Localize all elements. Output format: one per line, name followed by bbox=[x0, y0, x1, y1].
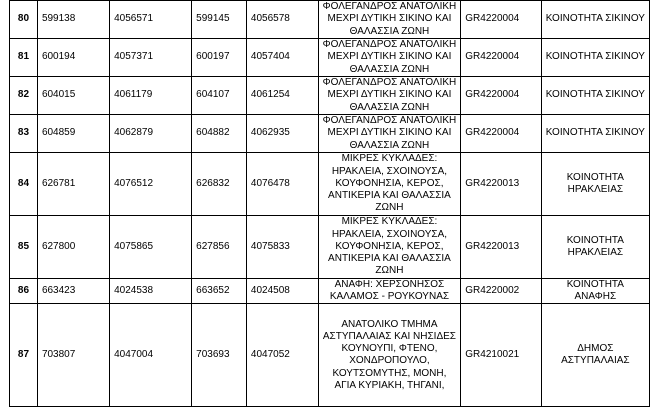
x2-coordinate: 599145 bbox=[192, 1, 247, 39]
community-line: ΚΟΙΝΟΤΗΤΑ ΣΙΚΙΝΟΥ bbox=[545, 89, 645, 101]
row-number: 85 bbox=[10, 216, 38, 279]
area-line: ΘΑΛΑΣΣΙΑ ΖΩΝΗ bbox=[349, 63, 430, 75]
community-name bbox=[541, 216, 649, 279]
area-description bbox=[318, 1, 461, 39]
area-line: ΑΣΤΥΠΑΛΑΙΑΣ ΚΑΙ ΝΗΣΙΔΕΣ bbox=[322, 331, 456, 342]
x2-coordinate: 604107 bbox=[192, 77, 247, 115]
community-name bbox=[541, 153, 649, 216]
community-line: ΑΝΑΦΗΣ bbox=[574, 291, 617, 303]
community-line: ΔΗΜΟΣ bbox=[577, 343, 614, 355]
y2-coordinate: 4057404 bbox=[246, 39, 318, 77]
y1-coordinate: 4062879 bbox=[110, 115, 192, 153]
area-line: ΚΟΥΝΟΥΠΙ, ΦΤΕΝΟ, bbox=[341, 343, 438, 355]
community-line: ΗΡΑΚΛΕΙΑΣ bbox=[567, 247, 624, 258]
x1-coordinate: 600194 bbox=[37, 39, 109, 77]
area-description bbox=[318, 153, 461, 216]
x2-coordinate: 663652 bbox=[192, 279, 247, 304]
site-code: GR4220004 bbox=[461, 115, 541, 153]
area-line: ΑΝΤΙΚΕΡΙΑ ΚΑΙ ΘΑΛΑΣΣΙΑ bbox=[328, 190, 451, 202]
area-description bbox=[318, 279, 461, 304]
area-line: ΜΕΧΡΙ ΔΥΤΙΚΗ ΣΙΚΙΝΟ ΚΑΙ bbox=[327, 89, 452, 101]
community-line: ΚΟΙΝΟΤΗΤΑ ΣΙΚΙΝΟΥ bbox=[545, 127, 645, 139]
area-line: ΦΟΛΕΓΑΝΔΡΟΣ ΑΝΑΤΟΛΙΚΗ bbox=[322, 1, 457, 13]
x2-coordinate: 600197 bbox=[192, 39, 247, 77]
area-line: ΜΙΚΡΕΣ ΚΥΚΛΑΔΕΣ: bbox=[341, 216, 438, 228]
y2-coordinate: 4047052 bbox=[246, 304, 318, 407]
y2-coordinate: 4061254 bbox=[246, 77, 318, 115]
community-line: ΗΡΑΚΛΕΙΑΣ bbox=[567, 184, 624, 195]
area-line: ΜΕΧΡΙ ΔΥΤΙΚΗ ΣΙΚΙΝΟ ΚΑΙ bbox=[327, 127, 452, 139]
x1-coordinate: 599138 bbox=[37, 1, 109, 39]
area-line: ΑΝΑΦΗ: ΧΕΡΣΟΝΗΣΟΣ bbox=[334, 279, 445, 290]
y1-coordinate: 4024538 bbox=[110, 279, 192, 304]
x2-coordinate: 626832 bbox=[192, 153, 247, 216]
area-line: ΑΓΙΑ ΚΥΡΙΑΚΗ, ΤΗΓΑΝΙ, bbox=[334, 379, 445, 391]
table-row bbox=[10, 153, 650, 216]
x1-coordinate: 627800 bbox=[37, 216, 109, 279]
row-number: 86 bbox=[10, 279, 38, 304]
area-description bbox=[318, 216, 461, 279]
area-line: ΜΕΧΡΙ ΔΥΤΙΚΗ ΣΙΚΙΝΟ ΚΑΙ bbox=[327, 51, 452, 63]
site-code: GR4220004 bbox=[461, 77, 541, 115]
table-row bbox=[10, 115, 650, 153]
y1-coordinate: 4057371 bbox=[110, 39, 192, 77]
x1-coordinate: 604859 bbox=[37, 115, 109, 153]
y2-coordinate: 4024508 bbox=[246, 279, 318, 304]
y1-coordinate: 4047004 bbox=[110, 304, 192, 407]
area-line: ΚΟΥΦΟΝΗΣΙΑ, ΚΕΡΟΣ, bbox=[335, 177, 444, 189]
area-line: ΚΟΥΦΟΝΗΣΙΑ, ΚΕΡΟΣ, bbox=[335, 240, 444, 252]
y2-coordinate: 4075833 bbox=[246, 216, 318, 279]
site-code: GR4220004 bbox=[461, 1, 541, 39]
y1-coordinate: 4075865 bbox=[110, 216, 192, 279]
row-number: 83 bbox=[10, 115, 38, 153]
community-name bbox=[541, 39, 649, 77]
community-line: ΚΟΙΝΟΤΗΤΑ ΣΙΚΙΝΟΥ bbox=[545, 13, 645, 25]
table-body bbox=[10, 1, 650, 407]
x2-coordinate: 703693 bbox=[192, 304, 247, 407]
community-name bbox=[541, 77, 649, 115]
area-line: ΖΩΝΗ bbox=[375, 202, 404, 214]
community-line: ΚΟΙΝΟΤΗΤΑ bbox=[566, 234, 624, 246]
area-description bbox=[318, 304, 461, 407]
area-description bbox=[318, 39, 461, 77]
x2-coordinate: 627856 bbox=[192, 216, 247, 279]
x2-coordinate: 604882 bbox=[192, 115, 247, 153]
community-name bbox=[541, 115, 649, 153]
table-row bbox=[10, 77, 650, 115]
area-line: ΦΟΛΕΓΑΝΔΡΟΣ ΑΝΑΤΟΛΙΚΗ bbox=[322, 77, 457, 89]
community-line: ΚΟΙΝΟΤΗΤΑ bbox=[566, 171, 624, 183]
area-line: ΗΡΑΚΛΕΙΑ, ΣΧΟΙΝΟΥΣΑ, bbox=[331, 165, 448, 177]
x1-coordinate: 703807 bbox=[37, 304, 109, 407]
area-line: ΑΝΑΤΟΛΙΚΟ ΤΜΗΜΑ bbox=[341, 318, 438, 330]
table-row bbox=[10, 304, 650, 407]
area-line: ΚΑΛΑΜΟΣ - ΡΟΥΚΟΥΝΑΣ bbox=[329, 291, 450, 303]
area-line: ΜΙΚΡΕΣ ΚΥΚΛΑΔΕΣ: bbox=[341, 153, 438, 165]
x1-coordinate: 626781 bbox=[37, 153, 109, 216]
coordinates-table bbox=[9, 0, 650, 407]
area-line: ΘΑΛΑΣΣΙΑ ΖΩΝΗ bbox=[349, 101, 430, 113]
y1-coordinate: 4076512 bbox=[110, 153, 192, 216]
site-code: GR4220013 bbox=[461, 153, 541, 216]
table-row bbox=[10, 216, 650, 279]
community-name bbox=[541, 304, 649, 407]
x1-coordinate: 663423 bbox=[37, 279, 109, 304]
area-description bbox=[318, 115, 461, 153]
site-code: GR4220004 bbox=[461, 39, 541, 77]
site-code: GR4220013 bbox=[461, 216, 541, 279]
area-line: ΗΡΑΚΛΕΙΑ, ΣΧΟΙΝΟΥΣΑ, bbox=[331, 228, 448, 240]
area-line: ΦΟΛΕΓΑΝΔΡΟΣ ΑΝΑΤΟΛΙΚΗ bbox=[322, 115, 457, 127]
site-code: GR4210021 bbox=[461, 304, 541, 407]
y1-coordinate: 4056571 bbox=[110, 1, 192, 39]
y1-coordinate: 4061179 bbox=[110, 77, 192, 115]
area-description bbox=[318, 77, 461, 115]
area-line: ΘΑΛΑΣΣΙΑ ΖΩΝΗ bbox=[349, 25, 430, 37]
table-row bbox=[10, 39, 650, 77]
community-line: ΑΣΤΥΠΑΛΑΙΑΣ bbox=[561, 355, 630, 367]
row-number: 80 bbox=[10, 1, 38, 39]
area-line: ΦΟΛΕΓΑΝΔΡΟΣ ΑΝΑΤΟΛΙΚΗ bbox=[322, 39, 457, 51]
community-name bbox=[541, 279, 649, 304]
area-line: ΚΟΥΤΣΟΜΥΤΗΣ, ΜΟΝΗ, bbox=[332, 367, 447, 379]
area-line: ΘΑΛΑΣΣΙΑ ΖΩΝΗ bbox=[349, 139, 430, 151]
area-line: ΖΩΝΗ bbox=[375, 265, 404, 277]
area-line: ΑΝΤΙΚΕΡΙΑ ΚΑΙ ΘΑΛΑΣΣΙΑ bbox=[328, 253, 451, 265]
community-line: ΚΟΙΝΟΤΗΤΑ bbox=[566, 279, 624, 290]
row-number: 87 bbox=[10, 304, 38, 407]
y2-coordinate: 4062935 bbox=[246, 115, 318, 153]
area-line: ΜΕΧΡΙ ΔΥΤΙΚΗ ΣΙΚΙΝΟ ΚΑΙ bbox=[327, 13, 452, 25]
table-row bbox=[10, 1, 650, 39]
community-line: ΚΟΙΝΟΤΗΤΑ ΣΙΚΙΝΟΥ bbox=[545, 51, 645, 63]
table-row bbox=[10, 279, 650, 304]
row-number: 82 bbox=[10, 77, 38, 115]
y2-coordinate: 4056578 bbox=[246, 1, 318, 39]
area-line: ΧΟΝΔΡΟΠΟΥΛΟ, bbox=[349, 355, 430, 367]
row-number: 84 bbox=[10, 153, 38, 216]
site-code: GR4220002 bbox=[461, 279, 541, 304]
y2-coordinate: 4076478 bbox=[246, 153, 318, 216]
x1-coordinate: 604015 bbox=[37, 77, 109, 115]
community-name bbox=[541, 1, 649, 39]
row-number: 81 bbox=[10, 39, 38, 77]
